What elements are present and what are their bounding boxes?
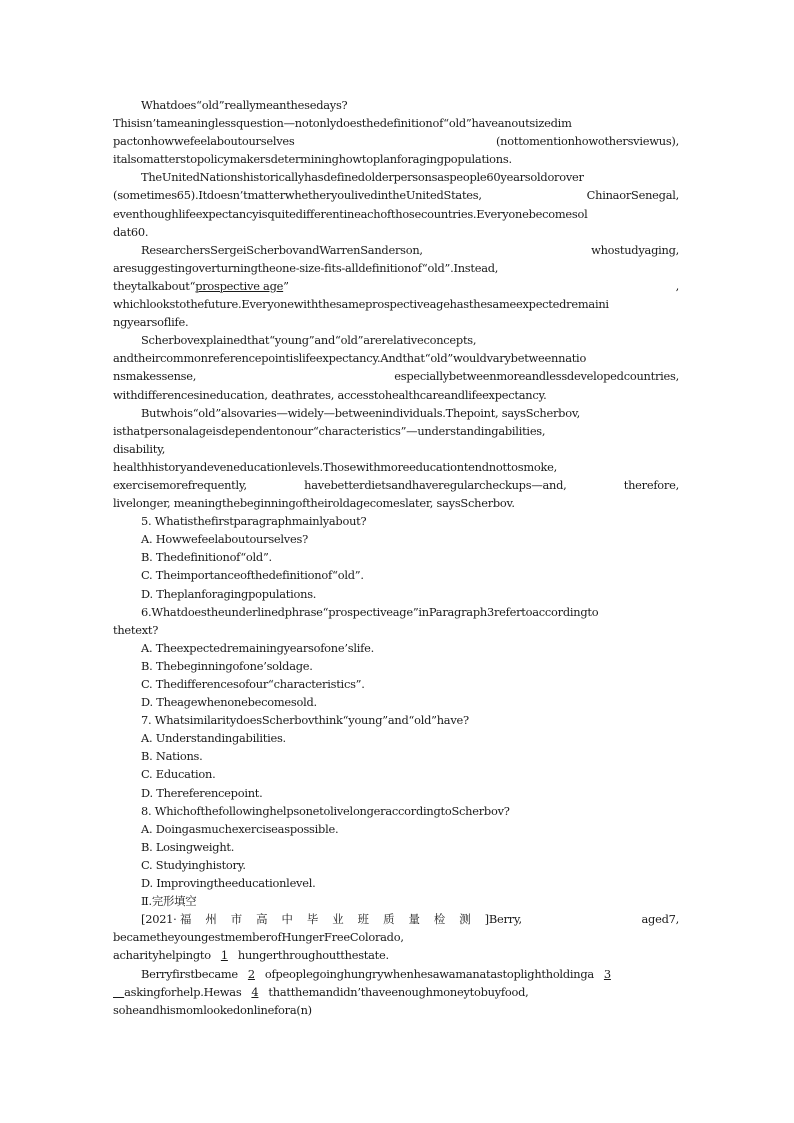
question-5-stem: 5. Whatisthefirstparagraphmainlyabout?	[141, 514, 367, 529]
passage-p3-line2: aresuggestingoverturningtheone-size-fits-alldefinitionof“old”.Instead,	[113, 260, 499, 275]
question-7-option-c: C. Education.	[141, 767, 216, 782]
passage-p3-line1	[113, 241, 679, 259]
passage-p4-line1: Scherbovexplainedthat“young”and“old”arerelativeconcepts,	[141, 333, 477, 348]
question-5-option-b: B. Thedefinitionof“old”.	[141, 550, 272, 565]
passage-p2-line4: dat60.	[113, 224, 149, 239]
section-2-line3-b: hungerthroughoutthestate.	[237, 948, 389, 963]
section-2-line6: soheandhismomlookedonlinefora(n)	[113, 1002, 312, 1017]
section-2-source-open: [2021·	[141, 912, 177, 927]
section-2-line3	[113, 946, 679, 964]
question-8-option-c: C. Studyinghistory.	[141, 857, 246, 872]
blank-1: 1	[220, 948, 228, 963]
passage-p3-line5: ngyearsoflife.	[113, 315, 189, 330]
passage-p5-line1: Butwhois“old”alsovaries—widely—betweenindividuals.Thepoint, saysScherbov,	[141, 405, 581, 420]
question-8-option-b: B. Losingweight.	[141, 839, 235, 854]
question-8-option-a: A. Doingasmuchexerciseaspossible.	[141, 821, 339, 836]
underlined-phrase-prospective-age: prospective age	[195, 278, 284, 293]
question-5-option-d: D. Theplanforagingpopulations.	[141, 586, 317, 601]
passage-p5-line5-c: therefore,	[623, 477, 679, 492]
passage-p5-line5-b: havebetterdietsandhaveregularcheckups—and,	[304, 477, 567, 492]
blank-2: 2	[247, 966, 255, 981]
passage-p1-line3-a: pactonhowwefeelaboutourselves	[113, 134, 295, 149]
question-7-option-a: A. Understandingabilities.	[141, 731, 286, 746]
passage-p1-line1: Whatdoes“old”reallymeanthesedays?	[141, 98, 348, 112]
passage-p1-line3-b: (nottomentionhowothersviewus),	[495, 134, 679, 149]
section-2-line4-b: ofpeoplegoinghungrywhenhesawamanatastoplightholdinga	[264, 966, 594, 981]
passage-p4-line3	[113, 367, 679, 385]
section-2-aged: aged7,	[641, 912, 679, 927]
passage-p5-line6: livelonger, meaningthebeginningoftheiroldagecomeslater, saysScherbov.	[113, 496, 515, 511]
question-6-option-b: B. Thebeginningofone’soldage.	[141, 658, 313, 673]
passage-p3-line1-b: whostudyaging,	[591, 242, 679, 257]
question-8-stem: 8. WhichofthefollowinghelpsonetolivelongeraccordingtoScherbov?	[141, 803, 510, 818]
question-8-option-d: D. Improvingtheeducationlevel.	[141, 876, 316, 891]
passage-p3-line3-c: ,	[675, 278, 679, 293]
passage-p3-line3	[113, 277, 679, 295]
passage-p4-line3-a: nsmakessense,	[113, 369, 197, 384]
section-2-line4	[113, 965, 679, 983]
passage-p5-line3: disability,	[113, 441, 166, 456]
question-5-option-c: C. Theimportanceofthedefinitionof“old”.	[141, 568, 364, 583]
passage-p2-line2-a: (sometimes65).Itdoesn’tmatterwhetheryoulivedintheUnitedStates,	[113, 188, 482, 203]
passage-p2-line1: TheUnitedNationshistoricallyhasdefinedolderpersonsaspeople60yearsoldorover	[141, 170, 584, 185]
passage-p3-line3-a: theytalkabout“	[113, 278, 196, 293]
section-2-line5-a: askingforhelp.Hewas	[124, 984, 242, 999]
passage-p1-line2: Thisisn’tameaninglessquestion—notonlydoesthedefinitionof“old”haveanoutsizedim	[113, 116, 572, 131]
section-2-source	[141, 910, 522, 928]
passage-p4-line4: withdifferencesineducation, deathrates, accesstohealthcareandlifeexpectancy.	[113, 387, 547, 402]
passage-p3-line3-left	[113, 277, 289, 295]
passage-p1-line3	[113, 132, 679, 150]
section-2-heading: Ⅱ.完形填空	[141, 894, 197, 909]
question-6-stem-line1: 6.Whatdoestheunderlinedphrase“prospectiveage”inParagraph3refertoaccordingto	[141, 604, 599, 619]
passage-p2-line2	[113, 186, 679, 204]
question-6-option-c: C. Thedifferencesofour“characteristics”.	[141, 677, 365, 691]
section-2-source-cn: 福州市高中毕业班质量检测	[179, 912, 485, 927]
blank-3-tail	[113, 985, 124, 999]
question-7-option-d: D. Thereferencepoint.	[141, 785, 263, 800]
passage-p3-line1-a: ResearchersSergeiScherbovandWarrenSanderson,	[141, 242, 423, 257]
passage-p5-line2: isthatpersonalageisdependentonour“characteristics”—understandingabilities,	[113, 423, 546, 438]
section-2-line1	[113, 910, 679, 928]
passage-p4-line2: andtheircommonreferencepointislifeexpectancy.Andthat“old”wouldvarybetweennatio	[113, 351, 587, 366]
section-2-source-close: ]Berry,	[484, 912, 522, 927]
question-7-stem: 7. WhatsimilaritydoesScherbovthink“young”and“old”have?	[141, 713, 469, 728]
passage-p2-line2-b: ChinaorSenegal,	[586, 188, 679, 203]
passage-p5-line4: healthhistoryandeveneducationlevels.Thosewithmoreeducationtendnottosmoke,	[113, 459, 558, 474]
passage-p4-line3-b: especiallybetweenmoreandlessdevelopedcountries,	[394, 369, 679, 384]
section-2-line5	[113, 983, 679, 1001]
blank-4: 4	[251, 984, 259, 999]
question-5-option-a: A. Howwefeelaboutourselves?	[141, 532, 308, 547]
passage-p3-line4: whichlookstothefuture.Everyonewiththesameprospectiveagehasthesameexpectedremaini	[113, 297, 609, 312]
passage-p5-line5-a: exercisemorefrequently,	[113, 477, 247, 492]
question-6-option-a: A. Theexpectedremainingyearsofone’slife.	[141, 640, 374, 655]
question-6-option-d: D. Theagewhenonebecomesold.	[141, 695, 317, 710]
question-7-option-b: B. Nations.	[141, 749, 203, 764]
section-2-line4-a: Berryfirstbecame	[141, 966, 238, 981]
blank-3: 3	[603, 966, 611, 981]
document-page	[113, 96, 679, 1019]
section-2-line3-a: acharityhelpingto	[113, 948, 211, 963]
question-6-stem-line2: thetext?	[113, 622, 159, 637]
passage-p5-line5	[113, 476, 679, 494]
passage-p1-line4: italsomatterstopolicymakersdetermininghowtoplanforagingpopulations.	[113, 152, 512, 167]
passage-p2-line3: eventhoughlifeexpectancyisquitedifferentineachofthosecountries.Everyonebecomesol	[113, 206, 588, 221]
passage-p3-line3-b: ”	[283, 278, 289, 293]
section-2-line5-b: thatthemandidn’thaveenoughmoneytobuyfood,	[268, 984, 529, 999]
section-2-line2: becametheyoungestmemberofHungerFreeColorado,	[113, 930, 404, 945]
